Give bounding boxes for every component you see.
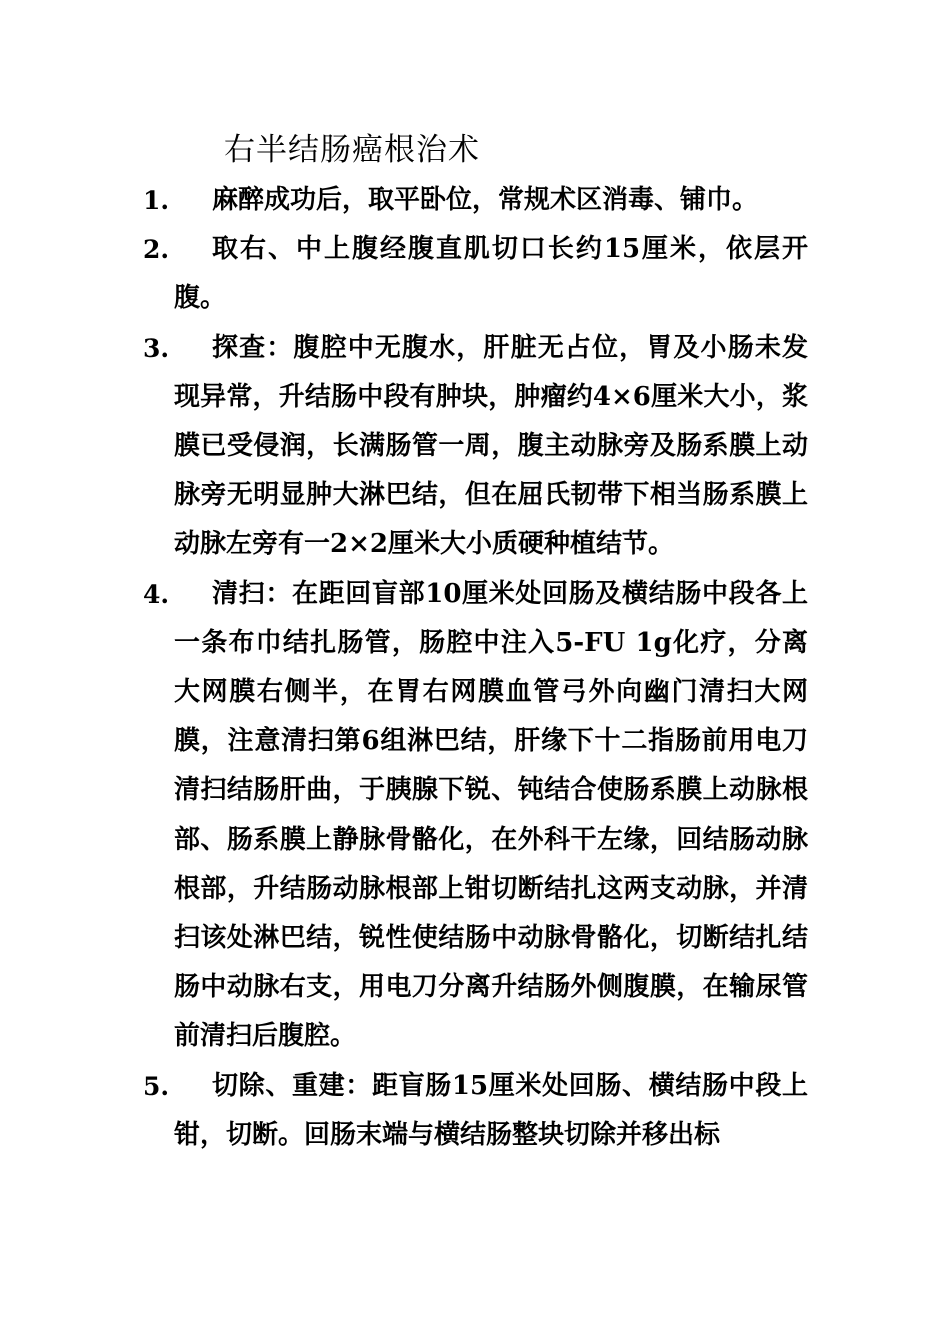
- step-number: 1.: [143, 186, 170, 215]
- step-text: 探查：腹腔中无腹水，肝脏无占位，胃及小肠未发现异常，升结肠中段有肿块，肿瘤约4×6厘米大小，浆膜已受侵润，长满肠管一周，腹主动脉旁及肠系膜上动脉旁无明显肿大淋巴结，但在屈氏韧带下相当肠系膜上动脉左旁有一2×2厘米大小质硬种植结节。: [174, 332, 808, 560]
- step-number: 5.: [143, 1071, 170, 1101]
- procedure-step-4: [0, 570, 950, 1062]
- procedure-steps-list: [0, 176, 950, 1160]
- procedure-step-2: [0, 225, 950, 323]
- procedure-step-5: [0, 1062, 950, 1160]
- document-title: 右半结肠癌根治术: [224, 132, 480, 168]
- step-number: 2.: [143, 235, 170, 265]
- step-text: 切除、重建：距盲肠15厘米处回肠、横结肠中段上钳，切断。回肠末端与横结肠整块切除并移出标: [174, 1070, 808, 1150]
- step-number: 3.: [143, 333, 170, 363]
- procedure-step-1: [0, 176, 950, 225]
- step-number: 4.: [143, 579, 170, 609]
- step-text: 麻醉成功后，取平卧位，常规术区消毒、铺巾。: [212, 185, 759, 215]
- step-text: 取右、中上腹经腹直肌切口长约15厘米，依层开腹。: [174, 234, 808, 314]
- procedure-step-3: [0, 324, 950, 570]
- step-text: 清扫：在距回盲部10厘米处回肠及横结肠中段各上一条布巾结扎肠管，肠腔中注入5-FU 1g化疗，分离大网膜右侧半，在胃右网膜血管弓外向幽门清扫大网膜，注意清扫第6组淋巴结，肝缘下十二指肠前用电刀清扫结肠肝曲，于胰腺下锐、钝结合使肠系膜上动脉根部、肠系膜上静脉骨骼化，在外科干左缘，回结肠动脉根部，升结肠动脉根部上钳切断结扎这两支动脉，并清扫该处淋巴结，锐性使结肠中动脉骨骼化，切断结扎结肠中动脉右支，用电刀分离升结肠外侧腹膜，在输尿管前清扫后腹腔。: [174, 578, 808, 1052]
